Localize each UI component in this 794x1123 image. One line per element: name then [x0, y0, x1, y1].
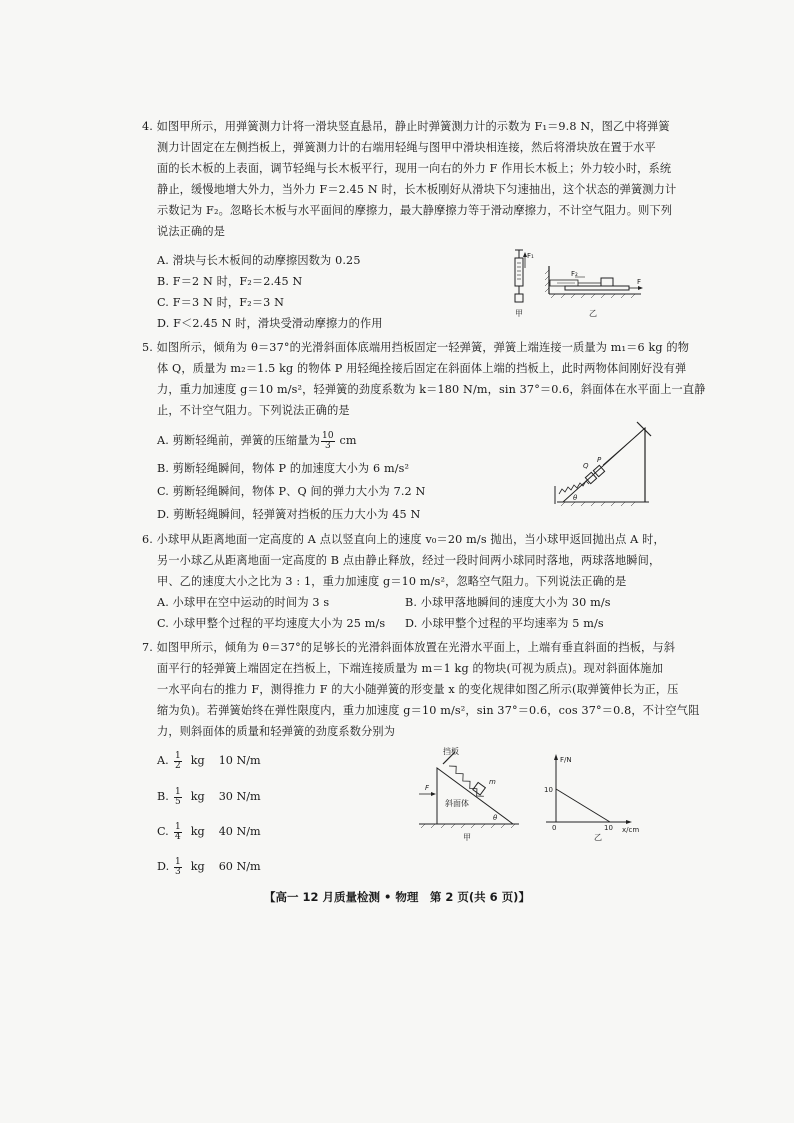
- fraction-numerator: 1: [175, 856, 181, 867]
- q7-option-d: [157, 855, 261, 879]
- q4-line: 测力计固定在左侧挡板上，弹簧测力计的右端用轻绳与图甲中滑块相连接，然后将滑块放在置于水平: [157, 141, 656, 154]
- label-theta: θ: [493, 814, 498, 822]
- fraction-numerator: 1: [175, 750, 181, 761]
- q7-line: 一水平向右的推力 F，测得推力 F 的大小随弹簧的形变量 x 的变化规律如图乙所示(取弹簧伸长为正，压: [157, 683, 679, 696]
- option-label: A.: [157, 754, 169, 767]
- q7-option-c: [157, 820, 261, 844]
- graph-xlabel: x/cm: [622, 826, 640, 834]
- q7-line: 7. 如图甲所示，倾角为 θ＝37°的足够长的光滑斜面体放置在光滑水平面上，上端有垂直斜面的挡板，与斜: [142, 641, 676, 654]
- q7-line: 面平行的轻弹簧上端固定在挡板上，下端连接质量为 m＝1 kg 的物块(可视为质点)。现对斜面体施加: [157, 662, 663, 675]
- label-jia: 甲: [463, 833, 471, 842]
- fraction-numerator: 1: [175, 786, 181, 797]
- fraction-denominator: 5: [175, 796, 181, 807]
- label-p: P: [597, 456, 602, 464]
- graph-origin: 0: [552, 824, 557, 832]
- label-jia: 甲: [515, 309, 523, 318]
- fraction-numerator: 1: [175, 821, 181, 832]
- option-label: B.: [157, 790, 169, 803]
- q6-option-b: B. 小球甲落地瞬间的速度大小为 30 m/s: [405, 596, 611, 609]
- graph-x10: 10: [604, 824, 613, 832]
- q4-figure-yi: [545, 262, 647, 320]
- q6-option-c: C. 小球甲整个过程的平均速度大小为 25 m/s: [157, 617, 386, 630]
- option-label: D.: [157, 860, 170, 873]
- q4-option-b: B. F＝2 N 时，F₂＝2.45 N: [157, 275, 303, 288]
- q4-option-c: C. F＝3 N 时，F₂＝3 N: [157, 296, 285, 309]
- option-k: 60 N/m: [218, 860, 261, 873]
- q7-figure-jia: [417, 744, 521, 842]
- q7-figure-yi: [538, 752, 642, 844]
- fraction: [174, 752, 182, 771]
- q5-line: 止，不计空气阻力。下列说法正确的是: [157, 404, 350, 417]
- option-k: 40 N/m: [218, 825, 261, 838]
- q4-option-d: D. F＜2.45 N 时，滑块受滑动摩擦力的作用: [157, 317, 383, 330]
- q7-option-b: [157, 785, 261, 809]
- fraction-denominator: 4: [175, 831, 181, 842]
- q6-line: 甲、乙的速度大小之比为 3 : 1，重力加速度 g＝10 m/s²，忽略空气阻力。下列说法正确的是: [157, 575, 627, 588]
- q4-option-a: A. 滑块与长木板间的动摩擦因数为 0.25: [157, 254, 361, 267]
- label-theta: θ: [573, 494, 578, 502]
- label-body: 斜面体: [445, 799, 469, 808]
- option-unit: kg: [190, 860, 205, 873]
- q6-line: 另一小球乙从距离地面一定高度的 B 点由静止释放，经过一段时间两小球同时落地，两球落地瞬间，: [157, 554, 661, 567]
- q7-line: 缩为负)。若弹簧始终在弹性限度内，重力加速度 g＝10 m/s²，sin 37°＝0.6，cos 37°＝0.8，不计空气阻: [157, 704, 700, 717]
- fraction-denominator: 2: [175, 760, 181, 771]
- q5-option-d: D. 剪断轻绳瞬间，轻弹簧对挡板的压力大小为 45 N: [157, 508, 421, 521]
- label-yi: 乙: [589, 309, 597, 318]
- label-dangban: 挡板: [443, 747, 459, 756]
- fraction-denominator: 3: [324, 440, 331, 451]
- q6-option-a: A. 小球甲在空中运动的时间为 3 s: [157, 596, 330, 609]
- q5-line: 5. 如图所示，倾角为 θ＝37°的光滑斜面体底端用挡板固定一轻弹簧，弹簧上端连接一质量为 m₁＝6 kg 的物: [142, 341, 690, 354]
- fraction: [174, 788, 182, 807]
- q4-figure-jia: [505, 248, 537, 320]
- q5-option-b: B. 剪断轻绳瞬间，物体 P 的加速度大小为 6 m/s²: [157, 462, 410, 475]
- q5-option-a-text: A. 剪断轻绳前，弹簧的压缩量为: [157, 434, 321, 447]
- option-k: 30 N/m: [218, 790, 261, 803]
- option-unit: kg: [190, 825, 205, 838]
- label-q: Q: [583, 462, 589, 470]
- option-unit: kg: [190, 790, 205, 803]
- option-unit: kg: [190, 754, 205, 767]
- label-f: F: [637, 278, 642, 286]
- q4-line: 示数记为 F₂。忽略长木板与水平面间的摩擦力，最大静摩擦力等于滑动摩擦力，不计空气阻力。则下列: [157, 204, 673, 217]
- q5-option-a-unit: cm: [335, 434, 357, 447]
- q4-line: 面的长木板的上表面，调节轻绳与长木板平行，现用一向右的外力 F 作用长木板上；外力较小时，系统: [157, 162, 672, 175]
- option-label: C.: [157, 825, 169, 838]
- q5-figure: [553, 420, 655, 510]
- q5-option-a: [157, 430, 357, 452]
- q7-line: 力，则斜面体的质量和轻弹簧的劲度系数分别为: [157, 725, 396, 738]
- label-f1: F₁: [527, 252, 534, 260]
- graph-ylabel: F/N: [560, 756, 572, 764]
- page-footer: 【高一 12 月质量检测 • 物理 第 2 页(共 6 页)】: [264, 890, 530, 904]
- fraction: [174, 858, 182, 877]
- fraction-numerator: 10: [322, 430, 334, 441]
- label-yi: 乙: [594, 833, 602, 842]
- q6-line: 6. 小球甲从距离地面一定高度的 A 点以竖直向上的速度 v₀＝20 m/s 抛出，当小球甲返回抛出点 A 时，: [142, 533, 665, 546]
- option-k: 10 N/m: [218, 754, 261, 767]
- label-f: F: [425, 784, 430, 792]
- q5-option-c: C. 剪断轻绳瞬间，物体 P、Q 间的弹力大小为 7.2 N: [157, 485, 426, 498]
- fraction: [321, 432, 335, 451]
- fraction-denominator: 3: [175, 866, 181, 877]
- graph-y10: 10: [544, 786, 553, 794]
- q4-line: 说法正确的是: [157, 225, 226, 238]
- q5-line: 力，重力加速度 g＝10 m/s²，轻弹簧的劲度系数为 k＝180 N/m，sin 37°＝0.6，斜面体在水平面上一直静: [157, 383, 706, 396]
- label-m: m: [489, 778, 496, 786]
- q7-option-a: [157, 749, 261, 773]
- q6-option-d: D. 小球甲整个过程的平均速率为 5 m/s: [405, 617, 604, 630]
- q4-line: 4. 如图甲所示，用弹簧测力计将一滑块竖直悬吊，静止时弹簧测力计的示数为 F₁＝9.8 N，图乙中将弹簧: [142, 120, 670, 133]
- fraction: [174, 823, 182, 842]
- q5-line: 体 Q，质量为 m₂＝1.5 kg 的物体 P 用轻绳拴接后固定在斜面体上端的挡板上，此时两物体间刚好没有弹: [157, 362, 687, 375]
- label-f2: F₂: [571, 270, 578, 278]
- q4-line: 静止，缓慢地增大外力，当外力 F＝2.45 N 时，长木板刚好从滑块下匀速抽出，这个状态的弹簧测力计: [157, 183, 677, 196]
